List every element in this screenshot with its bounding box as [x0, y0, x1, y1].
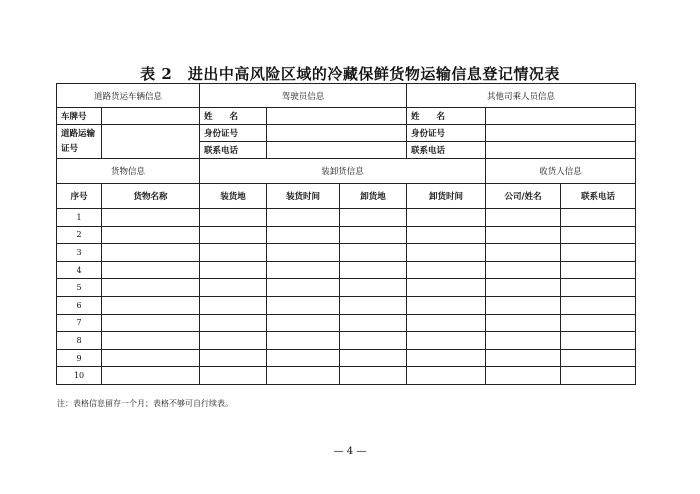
table-cell[interactable]: [561, 367, 636, 385]
column-header: 卸货地: [340, 184, 407, 209]
driver-id-label: 身份证号: [200, 125, 267, 142]
column-header: 公司/姓名: [486, 184, 561, 209]
driver-phone-label: 联系电话: [200, 142, 267, 159]
table-row: [57, 332, 636, 350]
table-cell[interactable]: [267, 209, 340, 227]
table-cell[interactable]: [102, 261, 200, 279]
row-number: 3: [57, 244, 102, 262]
row-number: 6: [57, 296, 102, 314]
page-number: — 4 —: [333, 446, 367, 457]
driver-phone-field[interactable]: [267, 142, 407, 159]
table-cell[interactable]: [486, 209, 561, 227]
table-row: [57, 279, 636, 297]
table-cell[interactable]: [200, 314, 267, 332]
table-cell[interactable]: [561, 226, 636, 244]
table-cell[interactable]: [486, 332, 561, 350]
crew-info-header: 其他司乘人员信息: [407, 84, 636, 108]
table-cell[interactable]: [561, 279, 636, 297]
row-number: 7: [57, 314, 102, 332]
table-row: [57, 244, 636, 262]
table-cell[interactable]: [561, 332, 636, 350]
table-cell[interactable]: [407, 244, 486, 262]
table-cell[interactable]: [561, 314, 636, 332]
table-cell[interactable]: [340, 279, 407, 297]
table-row: [57, 261, 636, 279]
driver-name-label: 姓 名: [200, 108, 267, 125]
table-cell[interactable]: [267, 279, 340, 297]
table-cell[interactable]: [200, 261, 267, 279]
table-cell[interactable]: [340, 226, 407, 244]
table-cell[interactable]: [340, 332, 407, 350]
table-cell[interactable]: [267, 244, 340, 262]
table-cell[interactable]: [407, 226, 486, 244]
loading-info-header: 装卸货信息: [200, 159, 486, 184]
crew-id-label: 身份证号: [407, 125, 486, 142]
plate-number-field[interactable]: [102, 108, 200, 125]
table-cell[interactable]: [407, 296, 486, 314]
table-cell[interactable]: [407, 332, 486, 350]
table-cell[interactable]: [340, 209, 407, 227]
vehicle-info-header: 道路货运车辆信息: [57, 84, 200, 108]
table-cell[interactable]: [340, 314, 407, 332]
crew-name-field[interactable]: [486, 108, 636, 125]
goods-info-header: 货物信息: [57, 159, 200, 184]
column-header: 卸货时间: [407, 184, 486, 209]
table-cell[interactable]: [340, 244, 407, 262]
table-row: [57, 209, 636, 227]
table-cell[interactable]: [561, 209, 636, 227]
table-cell[interactable]: [200, 367, 267, 385]
table-cell[interactable]: [486, 349, 561, 367]
table-cell[interactable]: [267, 226, 340, 244]
plate-number-label: 车牌号: [57, 108, 102, 125]
table-cell[interactable]: [267, 296, 340, 314]
column-header: 序号: [57, 184, 102, 209]
column-header: 装货地: [200, 184, 267, 209]
table-cell[interactable]: [102, 226, 200, 244]
row-number: 10: [57, 367, 102, 385]
table-cell[interactable]: [200, 349, 267, 367]
table-cell[interactable]: [486, 244, 561, 262]
table-cell[interactable]: [340, 261, 407, 279]
table-cell[interactable]: [486, 226, 561, 244]
table-cell[interactable]: [486, 296, 561, 314]
row-number: 2: [57, 226, 102, 244]
table-cell[interactable]: [340, 349, 407, 367]
table-cell[interactable]: [561, 296, 636, 314]
data-rows: [57, 209, 636, 385]
table-cell[interactable]: [486, 314, 561, 332]
table-note: 注：表格信息留存一个月；表格不够可自行续表。: [57, 399, 233, 408]
table-cell[interactable]: [407, 279, 486, 297]
table-cell[interactable]: [340, 367, 407, 385]
table-cell[interactable]: [102, 244, 200, 262]
table-cell[interactable]: [200, 279, 267, 297]
table-cell[interactable]: [102, 349, 200, 367]
row-number: 1: [57, 209, 102, 227]
crew-phone-label: 联系电话: [407, 142, 486, 159]
table-row: [57, 367, 636, 385]
column-header: 联系电话: [561, 184, 636, 209]
table-cell[interactable]: [200, 209, 267, 227]
table-row: [57, 314, 636, 332]
row-number: 9: [57, 349, 102, 367]
consignee-info-header: 收货人信息: [486, 159, 636, 184]
table-row: [57, 226, 636, 244]
table-cell[interactable]: [561, 261, 636, 279]
registration-table: [56, 83, 636, 385]
transport-permit-label: 道路运输证号: [57, 125, 102, 159]
table-cell[interactable]: [200, 244, 267, 262]
crew-phone-field[interactable]: [486, 142, 636, 159]
table-cell[interactable]: [102, 209, 200, 227]
crew-name-label: 姓 名: [407, 108, 486, 125]
driver-name-field[interactable]: [267, 108, 407, 125]
table-cell[interactable]: [200, 296, 267, 314]
column-header: 装货时间: [267, 184, 340, 209]
row-number: 8: [57, 332, 102, 350]
table-cell[interactable]: [407, 367, 486, 385]
driver-id-field[interactable]: [267, 125, 407, 142]
table-cell[interactable]: [267, 261, 340, 279]
table-cell[interactable]: [486, 261, 561, 279]
table-cell[interactable]: [407, 261, 486, 279]
table-cell[interactable]: [267, 349, 340, 367]
table-row: [57, 296, 636, 314]
row-number: 4: [57, 261, 102, 279]
table-row: [57, 349, 636, 367]
table-cell[interactable]: [407, 209, 486, 227]
table-cell[interactable]: [200, 226, 267, 244]
table-cell[interactable]: [200, 332, 267, 350]
table-cell[interactable]: [561, 244, 636, 262]
table-cell[interactable]: [267, 314, 340, 332]
table-cell[interactable]: [561, 349, 636, 367]
table-cell[interactable]: [102, 314, 200, 332]
table-cell[interactable]: [102, 332, 200, 350]
transport-permit-field[interactable]: [102, 125, 200, 159]
table-title: 表 2 进出中高风险区域的冷藏保鲜货物运输信息登记情况表: [140, 65, 560, 83]
table-cell[interactable]: [407, 349, 486, 367]
table-cell[interactable]: [267, 367, 340, 385]
table-cell[interactable]: [102, 296, 200, 314]
table-cell[interactable]: [102, 279, 200, 297]
table-cell[interactable]: [340, 296, 407, 314]
row-number: 5: [57, 279, 102, 297]
table-cell[interactable]: [486, 279, 561, 297]
table-cell[interactable]: [102, 367, 200, 385]
crew-id-field[interactable]: [486, 125, 636, 142]
driver-info-header: 驾驶员信息: [200, 84, 407, 108]
table-cell[interactable]: [486, 367, 561, 385]
table-cell[interactable]: [267, 332, 340, 350]
table-cell[interactable]: [407, 314, 486, 332]
column-header: 货物名称: [102, 184, 200, 209]
